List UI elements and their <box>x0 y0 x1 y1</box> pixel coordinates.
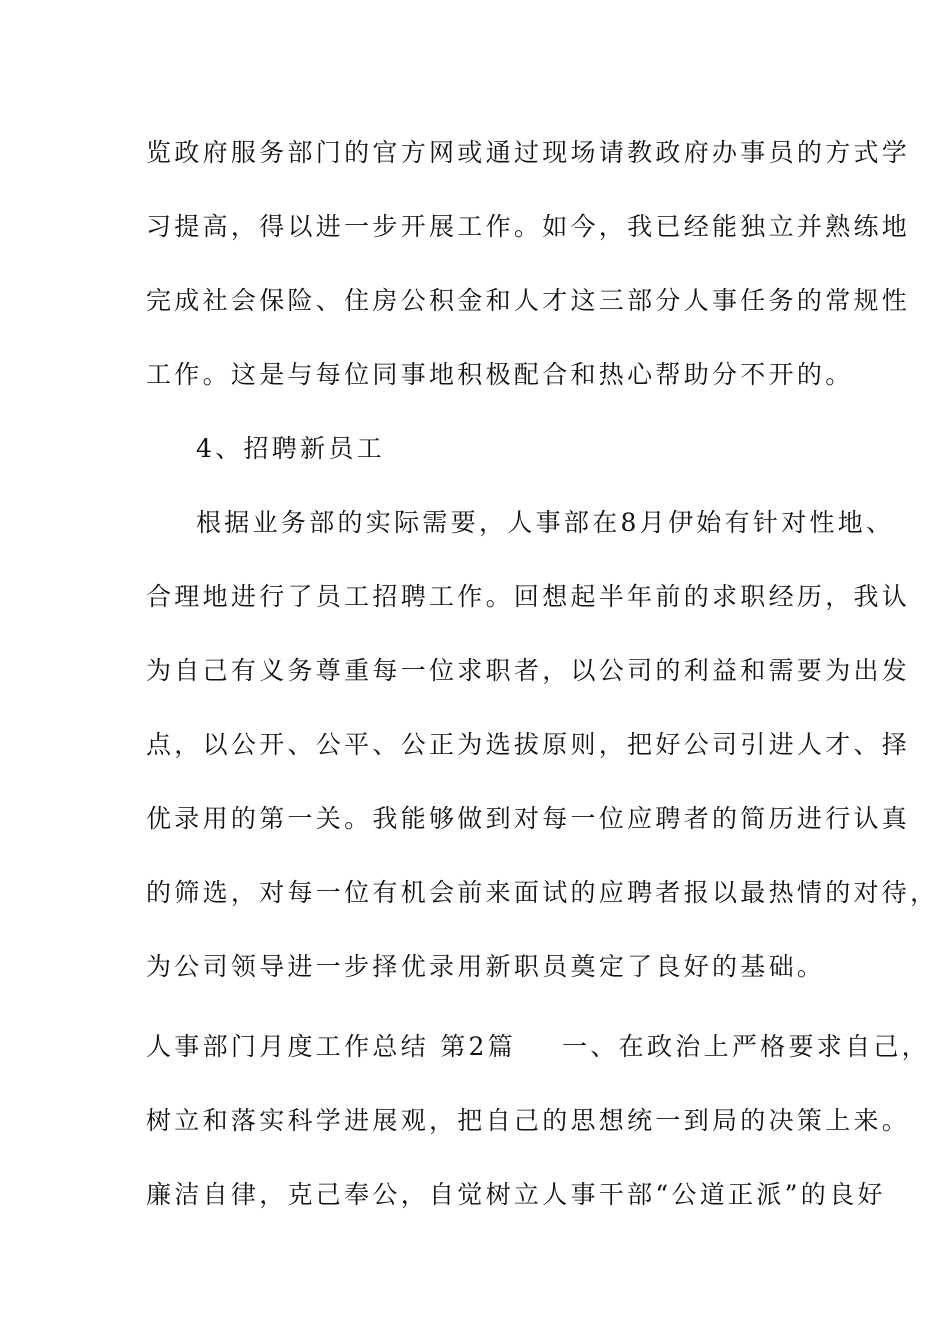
paragraph-line: 廉洁自律，克己奉公，自觉树立人事干部“公道正派”的良好 <box>146 1180 886 1209</box>
paragraph-line: 树立和落实科学进展观，把自己的思想统一到局的决策上来。 <box>146 1106 911 1135</box>
paragraph-line: 览政府服务部门的官方网或通过现场请教政府办事员的方式学 <box>146 138 911 167</box>
paragraph-line: 优录用的第一关。我能够做到对每一位应聘者的简历进行认真 <box>146 804 911 833</box>
paragraph-line: 完成社会保险、住房公积金和人才这三部分人事任务的常规性 <box>146 286 911 315</box>
paragraph-line: 习提高，得以进一步开展工作。如今，我已经能独立并熟练地 <box>146 212 911 241</box>
paragraph-line: 点，以公开、公平、公正为选拔原则，把好公司引进人才、择 <box>146 730 911 759</box>
paragraph-line: 合理地进行了员工招聘工作。回想起半年前的求职经历，我认 <box>146 582 911 611</box>
paragraph-line: 为自己有义务尊重每一位求职者，以公司的利益和需要为出发 <box>146 656 911 685</box>
section-first-text: 一、在政治上严格要求自己， <box>562 1032 930 1061</box>
paragraph-line: 的筛选，对每一位有机会前来面试的应聘者报以最热情的对待， <box>146 878 939 907</box>
subheading: 4、招聘新员工 <box>196 434 386 463</box>
paragraph-line: 根据业务部的实际需要，人事部在8月伊始有针对性地、 <box>196 508 895 537</box>
paragraph-line: 为公司领导进一步择优录用新职员奠定了良好的基础。 <box>146 952 826 981</box>
section-heading-line <box>146 1032 930 1062</box>
paragraph-line: 工作。这是与每位同事地积极配合和热心帮助分不开的。 <box>146 360 854 389</box>
section-title: 人事部门月度工作总结 第2篇 <box>146 1032 517 1061</box>
